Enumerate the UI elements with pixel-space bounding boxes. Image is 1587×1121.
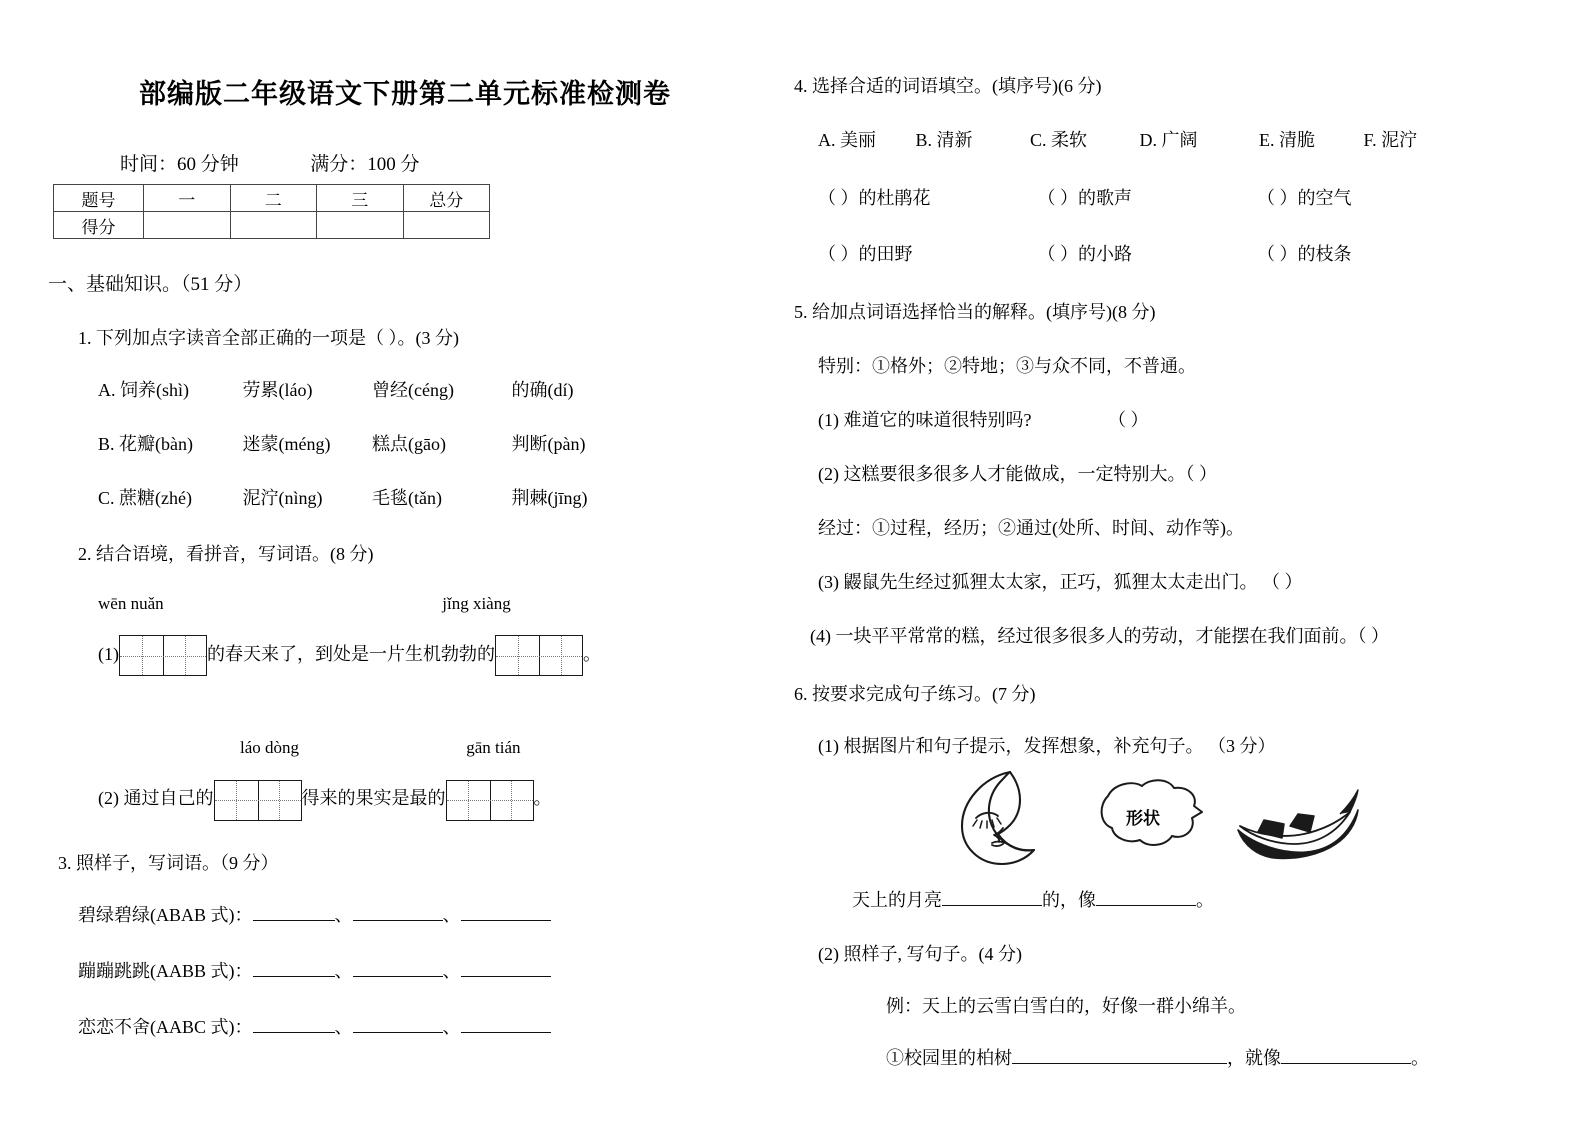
tianzige-input-2[interactable] xyxy=(495,635,583,676)
q2-line2-pinyin-a: láo dòng xyxy=(240,738,300,758)
question-5-item-2[interactable]: (2) 这糕要很多很多人才能做成，一定特别大。（ ） xyxy=(818,464,1217,484)
q3-blank-2-1[interactable] xyxy=(353,1016,443,1033)
q1-b-word-0: B. 花瓣(bàn) xyxy=(98,434,193,454)
q2-line1-prefix: (1) xyxy=(98,644,119,664)
q1-c-word-3: 荆棘(jīng) xyxy=(511,488,588,508)
speech-bubble-label: 形状 xyxy=(1126,809,1160,828)
q2-line2-pinyin-b: gān tián xyxy=(466,738,521,758)
q3-sep-2-0: 、 xyxy=(334,1016,353,1037)
q1-a-word-2: 曾经(céng) xyxy=(372,380,454,400)
q3-blank-0-1[interactable] xyxy=(353,904,443,921)
q4-blank-item-3[interactable]: （ ）的田野 xyxy=(818,244,913,264)
q6-moon-blank-2[interactable] xyxy=(1096,889,1196,906)
q6-answer-blank-2[interactable] xyxy=(1281,1047,1411,1064)
q6-answer-text-b: ，就像 xyxy=(1227,1048,1281,1068)
left-column xyxy=(40,0,770,1121)
score-table-rowhead-1: 得分 xyxy=(54,212,144,239)
q3-sep-1-0: 、 xyxy=(334,960,353,981)
q3-sep-0-0: 、 xyxy=(334,904,353,925)
q4-blank-item-0[interactable]: （ ）的杜鹃花 xyxy=(818,188,931,208)
q3-blank-1-0[interactable] xyxy=(253,960,335,977)
question-6-title: 6. 按要求完成句子练习。(7 分) xyxy=(794,684,1036,704)
question-5-definition-2: 经过：①过程，经历；②通过(处所、时间、动作等)。 xyxy=(818,518,1244,538)
question-4-blanks-row-1 xyxy=(818,184,1550,210)
q6-moon-text-c: 。 xyxy=(1196,890,1214,910)
q1-b-word-2: 糕点(gāo) xyxy=(372,434,446,454)
question-3-item-0 xyxy=(78,901,770,927)
question-6-illustration xyxy=(940,764,1550,872)
time-label: 时间：60 分钟 xyxy=(120,154,239,175)
q2-line2-prefix: (2) 通过自己的 xyxy=(98,788,214,809)
q3-sep-2-1: 、 xyxy=(442,1016,461,1037)
question-5-item-4[interactable]: (4) 一块平平常常的糕，经过很多很多人的劳动，才能摆在我们面前。（ ） xyxy=(810,626,1389,646)
page-title: 部编版二年级语文下册第二单元标准检测卷 xyxy=(139,79,671,109)
exam-meta-line xyxy=(40,149,770,176)
question-4-title: 4. 选择合适的词语填空。(填序号)(6 分) xyxy=(794,76,1102,96)
question-3-item-1 xyxy=(78,957,770,983)
question-1-option-b xyxy=(98,430,770,456)
q3-label-0: 碧绿碧绿(ABAB 式)： xyxy=(78,904,253,925)
question-5-definition-1: 特别：①格外；②特地；③与众不同，不普通。 xyxy=(818,356,1196,376)
question-4-choices xyxy=(818,126,1550,152)
question-5-title: 5. 给加点词语选择恰当的解释。(填序号)(8 分) xyxy=(794,302,1156,322)
q4-choice-0: A. 美丽 xyxy=(818,130,876,150)
tianzige-input-1[interactable] xyxy=(119,635,207,676)
q2-line1-suffix: 。 xyxy=(583,644,601,664)
q3-blank-1-2[interactable] xyxy=(461,960,551,977)
q1-b-word-1: 迷蒙(méng) xyxy=(242,434,331,454)
section-heading-one: 一、基础知识。（51 分） xyxy=(48,274,253,295)
score-table-col-3: 总分 xyxy=(403,185,490,212)
q4-choice-4: E. 清脆 xyxy=(1259,130,1315,150)
question-3-item-2 xyxy=(78,1013,770,1039)
q3-blank-2-0[interactable] xyxy=(253,1016,335,1033)
question-5-item-1 xyxy=(818,406,1550,432)
question-2-line2-pinyin xyxy=(240,738,770,762)
q3-blank-2-2[interactable] xyxy=(461,1016,551,1033)
question-2-line1 xyxy=(98,632,770,676)
score-cell-2[interactable] xyxy=(317,212,404,239)
question-5-item-3[interactable]: (3) 鼹鼠先生经过狐狸太太家，正巧，狐狸太太走出门。 （ ） xyxy=(818,572,1303,592)
question-2-title: 2. 结合语境，看拼音，写词语。(8 分) xyxy=(78,544,374,564)
q6-moon-blank-1[interactable] xyxy=(942,889,1042,906)
q4-blank-item-1[interactable]: （ ）的歌声 xyxy=(1037,188,1132,208)
question-3-title: 3. 照样子，写词语。（9 分） xyxy=(58,852,279,873)
q3-blank-1-1[interactable] xyxy=(353,960,443,977)
q5-item-1-answer-blank[interactable]: （ ） xyxy=(1108,410,1149,430)
q4-choice-3: D. 广阔 xyxy=(1139,130,1198,150)
q2-line1-pinyin-a: wēn nuǎn xyxy=(98,594,164,613)
table-row xyxy=(54,212,490,239)
q3-blank-0-2[interactable] xyxy=(461,904,551,921)
q6-moon-text-a: 天上的月亮 xyxy=(852,890,942,910)
question-6-answer-line xyxy=(886,1044,1550,1070)
q1-c-word-2: 毛毯(tǎn) xyxy=(372,488,442,508)
q6-answer-text-c: 。 xyxy=(1411,1048,1429,1068)
score-table-col-1: 二 xyxy=(230,185,317,212)
q3-blank-0-0[interactable] xyxy=(253,904,335,921)
q6-answer-blank-1[interactable] xyxy=(1012,1047,1227,1064)
q6-moon-text-b: 的，像 xyxy=(1042,890,1096,910)
full-score-label: 满分：100 分 xyxy=(310,154,420,175)
question-6-moon-sentence xyxy=(852,886,1550,912)
q2-line2-mid: 得来的果实是最的 xyxy=(301,788,446,809)
q1-c-word-1: 泥泞(nìng) xyxy=(242,488,323,508)
q2-line1-pinyin-b: jǐng xiàng xyxy=(442,594,511,613)
tianzige-input-4[interactable] xyxy=(446,780,534,821)
score-table-rowhead-0: 题号 xyxy=(54,185,144,212)
question-6-sub-2: (2) 照样子, 写句子。(4 分) xyxy=(818,944,1022,964)
q1-b-word-3: 判断(pàn) xyxy=(511,434,586,454)
crescent-moon-icon xyxy=(962,772,1034,864)
right-column xyxy=(790,0,1550,1121)
q4-blank-item-5[interactable]: （ ）的枝条 xyxy=(1257,244,1352,264)
question-2-line1-pinyin xyxy=(98,594,770,618)
question-4-blanks-row-2 xyxy=(818,240,1550,266)
score-table xyxy=(53,184,490,239)
q2-line2-suffix: 。 xyxy=(533,788,552,809)
q3-label-1: 蹦蹦跳跳(AABB 式)： xyxy=(78,960,253,981)
score-cell-0[interactable] xyxy=(144,212,231,239)
question-2-line2 xyxy=(98,776,770,820)
q1-a-word-1: 劳累(láo) xyxy=(242,380,313,400)
question-1-option-a xyxy=(98,376,770,402)
question-6-example: 例：天上的云雪白雪白的，好像一群小绵羊。 xyxy=(886,996,1246,1016)
q4-blank-item-4[interactable]: （ ）的小路 xyxy=(1037,244,1132,264)
q3-sep-0-1: 、 xyxy=(442,904,461,925)
q5-item-1-text: (1) 难道它的味道很特别吗? xyxy=(818,410,1032,430)
boat-icon xyxy=(1238,790,1358,858)
score-cell-3[interactable] xyxy=(403,212,490,239)
q4-choice-5: F. 泥泞 xyxy=(1363,130,1418,150)
q4-choice-2: C. 柔软 xyxy=(1030,130,1088,150)
q3-sep-1-1: 、 xyxy=(442,960,461,981)
question-6-sub-1: (1) 根据图片和句子提示，发挥想象，补充句子。 （3 分） xyxy=(818,736,1276,756)
score-table-col-0: 一 xyxy=(144,185,231,212)
q1-a-word-0: A. 饲养(shì) xyxy=(98,380,189,400)
table-row xyxy=(54,185,490,212)
q6-answer-text-a: ①校园里的柏树 xyxy=(886,1048,1012,1068)
score-cell-1[interactable] xyxy=(230,212,317,239)
question-1-title: 1. 下列加点字读音全部正确的一项是（ ）。(3 分) xyxy=(78,328,459,348)
q2-line1-mid: 的春天来了，到处是一片生机勃勃的 xyxy=(207,644,495,664)
q1-a-word-3: 的确(dí) xyxy=(511,380,574,400)
tianzige-input-3[interactable] xyxy=(214,780,302,821)
q4-choice-1: B. 清新 xyxy=(915,130,973,150)
q4-blank-item-2[interactable]: （ ）的空气 xyxy=(1257,188,1352,208)
q1-c-word-0: C. 蔗糖(zhé) xyxy=(98,488,192,508)
question-1-option-c xyxy=(98,484,770,510)
score-table-col-2: 三 xyxy=(317,185,404,212)
q3-label-2: 恋恋不舍(AABC 式)： xyxy=(78,1016,253,1037)
